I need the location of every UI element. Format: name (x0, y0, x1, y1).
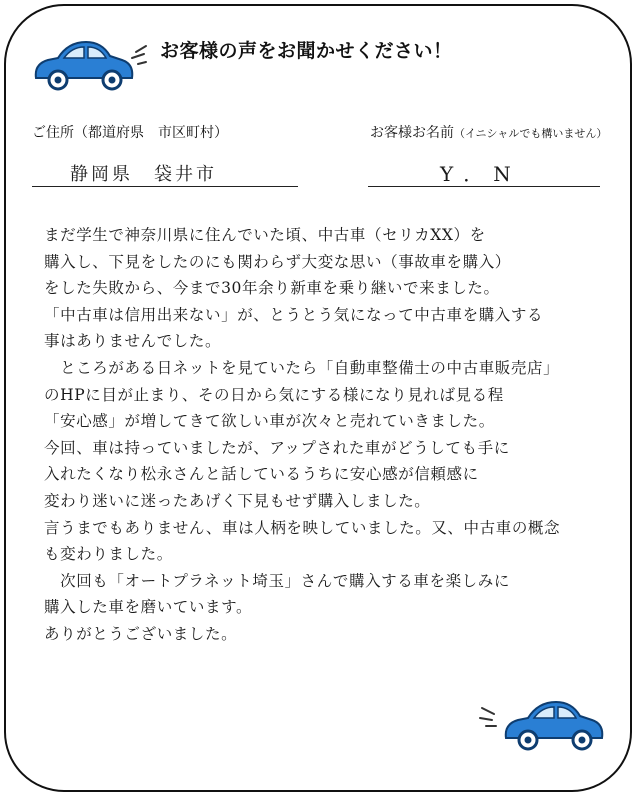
name-label-text: お客様お名前 (370, 125, 454, 141)
letter-line: 言うまでもありません、車は人柄を映していました。又、中古車の概念 (44, 518, 561, 537)
letter-line: 購入した車を磨いています。 (44, 598, 253, 617)
letter-line: のHPに目が止まり、その日から気にする様になり見れば見る程 (44, 385, 504, 404)
name-label-note: （イニシャルでも構いません） (454, 127, 608, 140)
letter-line: 今回、車は持っていましたが、アップされた車がどうしても手に (44, 438, 510, 457)
car-icon-bottom (478, 688, 608, 760)
name-underline (368, 186, 600, 187)
letter-line: 「安心感」が増してきて欲しい車が次々と売れていきました。 (44, 412, 495, 431)
letter-line: 次回も「オートプラネット埼玉」さんで購入する車を楽しみに (44, 571, 510, 590)
letter-line: をした失敗から、今まで30年余り新車を乗り継いで来ました。 (44, 279, 500, 298)
address-value: 静岡県 袋井市 (70, 164, 217, 185)
car-icon-top (28, 30, 148, 100)
letter-body (44, 222, 604, 648)
letter-line: も変わりました。 (44, 545, 173, 564)
address-label: ご住所（都道府県 市区町村） (32, 125, 228, 141)
letter-line: ありがとうございました。 (44, 624, 238, 643)
page-title: お客様の声をお聞かせください！ (160, 40, 453, 62)
letter-line: ところがある日ネットを見ていたら「自動車整備士の中古車販売店」 (44, 358, 560, 377)
letter-line: 事はありませんでした。 (44, 332, 222, 351)
letter-line: 変わり迷いに迷ったあげく下見もせず購入しました。 (44, 491, 431, 510)
letter-line: 購入し、下見をしたのにも関わらず大変な思い（事故車を購入） (44, 252, 511, 271)
letter-line: 入れたくなり松永さんと話しているうちに安心感が信頼感に (44, 465, 479, 484)
letter-line: まだ学生で神奈川県に住んでいた頃、中古車（セリカXX）を (44, 226, 486, 244)
letter-line: 「中古車は信用出来ない」が、とうとう気になって中古車を購入する (44, 305, 544, 324)
address-underline (32, 186, 298, 187)
name-value: Y．N (440, 162, 521, 186)
name-label (370, 122, 607, 142)
